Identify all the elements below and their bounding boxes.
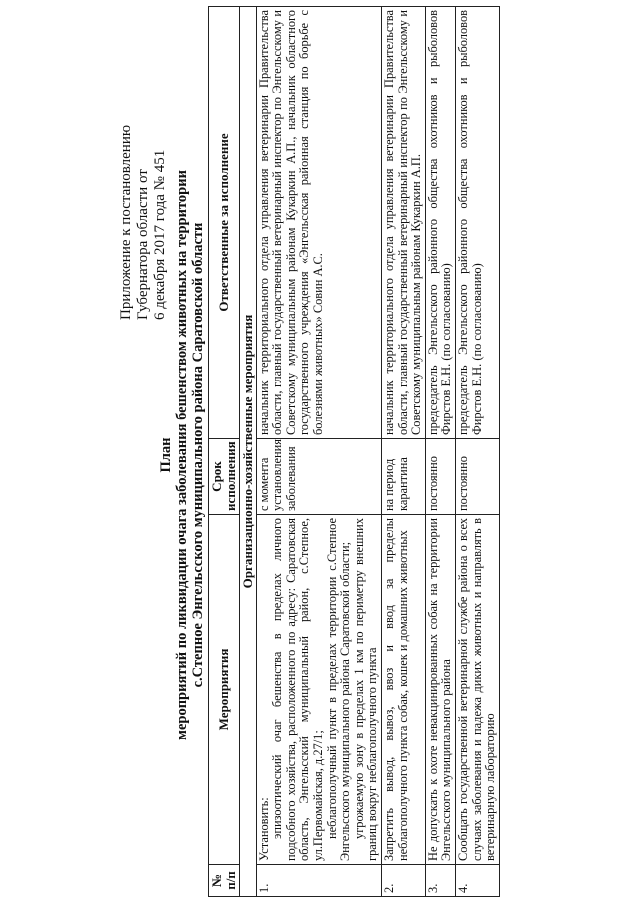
row-num: 3. — [425, 865, 455, 897]
row-responsible: начальник территориального отдела управления ветеринарии Правительства области, главный государственный ветеринарный инспектор по Энгельсскому и Советскому муниципальным районам Кукаркин А.П., начальник областного государственного учреждения «Энгельсская районная станция по борьбе с болезнями животных» Совин А.С. — [256, 7, 381, 439]
appendix-line-1: Приложение к постановлению — [118, 124, 134, 320]
row-term: на период карантина — [381, 439, 425, 515]
row-measure: Запретить вывод, вывоз, ввоз и ввод за пределы неблагополучного пункта собак, кошек и домашних животных — [381, 515, 425, 865]
measure-paragraph: угрожаемую зону в пределах 1 км по периметру внешних границ вокруг неблагополучного пункта — [351, 518, 380, 861]
row-responsible: председатель Энгельсского районного общества охотников и рыболовов Фирстов Е.Н. (по согласованию) — [455, 7, 499, 439]
header-responsible: Ответственные за исполнение — [209, 7, 240, 439]
appendix-line-3: 6 декабря 2017 года № 451 — [152, 149, 168, 320]
header-num: № п/п — [209, 865, 240, 897]
table-row — [256, 7, 381, 897]
row-responsible: начальник территориального отдела управления ветеринарии Правительства области, главный государственный ветеринарный инспектор по Энгельсскому и Советскому муниципальным районам Кукаркин А.П. — [381, 7, 425, 439]
row-num: 2. — [381, 865, 425, 897]
table-row — [455, 7, 499, 897]
section-title: Организационно-хозяйственные мероприятия — [240, 7, 257, 897]
table-row — [381, 7, 425, 897]
row-term: с момента установления заболевания — [256, 439, 381, 515]
row-term: постоянно — [425, 439, 455, 515]
measure-paragraph: эпизоотический очаг бешенства в пределах личного подсобного хозяйства, расположенного по адресу: Саратовская область, Энгельсский муниципальный район, с.Степное, ул.Первомайская, д.27/1; — [270, 518, 325, 861]
row-responsible: председатель Энгельсского районного общества охотников и рыболовов Фирстов Е.Н. (по согласованию) — [425, 7, 455, 439]
plan-table — [208, 6, 500, 897]
title-word: План — [158, 437, 174, 473]
measure-paragraph: неблагополучный пункт в пределах территории с.Степное Энгельсского муниципального района Саратовской области; — [324, 518, 353, 861]
row-measure: Не допускать к охоте невакцинированных собак на территории Энгельсского муниципального района — [425, 515, 455, 865]
table-row — [425, 7, 455, 897]
header-measures: Мероприятия — [209, 515, 240, 865]
measure-paragraph: Установить: — [256, 797, 271, 861]
row-num: 1. — [256, 865, 381, 897]
section-row — [240, 7, 257, 897]
row-measure — [256, 515, 381, 865]
title-line-1: мероприятий по ликвидации очага заболевания бешенством животных на территории — [174, 170, 190, 740]
row-num: 4. — [455, 865, 499, 897]
document-title — [158, 95, 206, 815]
appendix-line-2: Губернатора области от — [135, 169, 151, 320]
title-line-2: с.Степное Энгельсского муниципального района Саратовской области — [190, 222, 206, 688]
row-term: постоянно — [455, 439, 499, 515]
table-header-row — [209, 7, 240, 897]
row-measure: Сообщать государственной ветеринарной службе района о всех случаях заболевания и падежа диких животных и направлять в ветеринарную лабораторию — [455, 515, 499, 865]
header-term: Срок исполнения — [209, 439, 240, 515]
